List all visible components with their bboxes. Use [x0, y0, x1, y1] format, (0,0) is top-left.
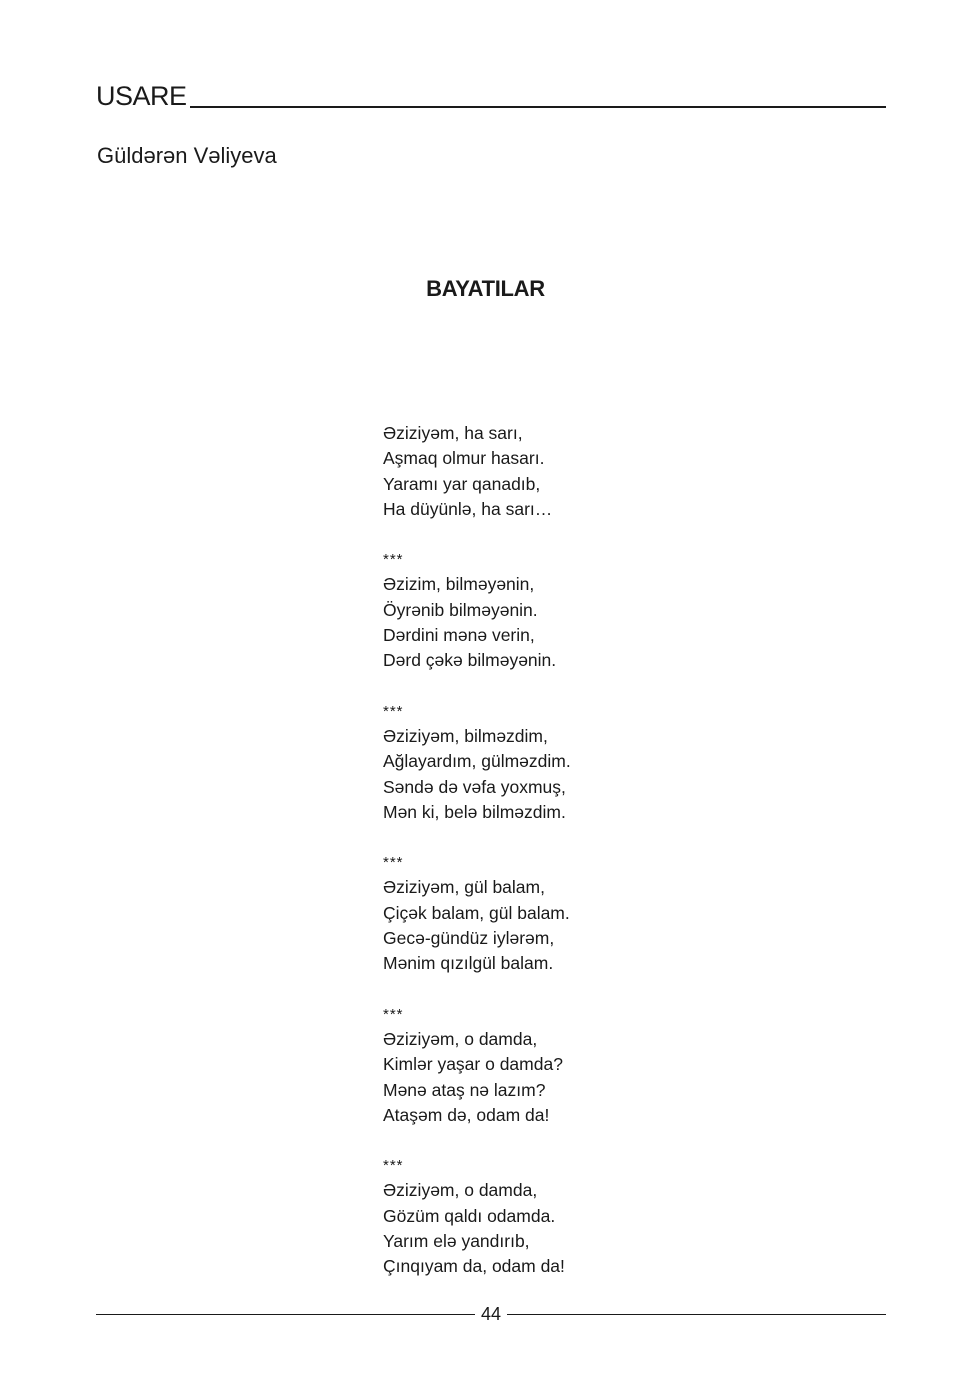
author-name: Güldərən Vəliyeva	[97, 143, 277, 168]
poem-line: Mənə ataş nə lazım?	[383, 1079, 546, 1100]
stanza-separator: ***	[383, 854, 404, 872]
stanza-separator: ***	[383, 1005, 404, 1023]
stanza-separator: ***	[383, 702, 404, 720]
poem-line: Əzizim, bilməyənin,	[383, 574, 535, 595]
page-number: 44	[480, 1304, 502, 1324]
poem-line: Gecə-gündüz iylərəm,	[383, 928, 555, 949]
poem-line: Çiçək balam, gül balam.	[383, 902, 570, 923]
poem-line: Ataşəm də, odam da!	[383, 1104, 550, 1125]
journal-name: USARE	[96, 81, 187, 111]
poem-line: Yaramı yar qanadıb,	[383, 473, 541, 494]
poem-line: Mənim qızılgül balam.	[383, 953, 554, 974]
stanza-separator: ***	[383, 551, 404, 569]
poem-line: Səndə də vəfa yoxmuş,	[383, 776, 566, 797]
poem-line: Əziziyəm, o damda,	[383, 1028, 538, 1049]
poem-line: Dərdini mənə verin,	[383, 625, 535, 646]
poem-line: Gözüm qaldı odamda.	[383, 1205, 556, 1226]
poem-line: Aşmaq olmur hasarı.	[383, 448, 545, 469]
stanza	[383, 1178, 571, 1279]
poem-line: Əziziyəm, o damda,	[383, 1180, 538, 1201]
poem-line: Əziziyəm, ha sarı,	[383, 423, 523, 443]
poem-line: Əziziyəm, gül balam,	[383, 877, 545, 898]
stanza	[383, 724, 571, 825]
footer-rule-left	[96, 1314, 475, 1315]
poem-line: Ha düyünlə, ha sarı…	[383, 498, 553, 519]
poem-line: Öyrənib bilməyənin.	[383, 599, 538, 620]
poem-line: Yarım elə yandırıb,	[383, 1231, 530, 1252]
poem-line: Dərd çəkə bilməyənin.	[383, 650, 557, 671]
poem-line: Kimlər yaşar o damda?	[383, 1054, 563, 1075]
poem-line: Ağlayardım, gülməzdim.	[383, 751, 571, 772]
running-header	[96, 78, 886, 110]
stanza	[383, 421, 571, 522]
footer-rule-right	[507, 1314, 886, 1315]
poem-body	[383, 421, 571, 1280]
stanza	[383, 1027, 571, 1128]
poem-line: Əziziyəm, bilməzdim,	[383, 725, 548, 746]
poem-line: Mən ki, belə bilməzdim.	[383, 801, 566, 822]
stanza	[383, 875, 571, 976]
page-footer	[96, 1303, 886, 1325]
stanza-separator: ***	[383, 1157, 404, 1175]
poem-line: Çınqıyam da, odam da!	[383, 1256, 565, 1277]
header-rule	[190, 106, 886, 108]
stanza	[383, 572, 571, 673]
poem-title: BAYATILAR	[426, 276, 545, 301]
